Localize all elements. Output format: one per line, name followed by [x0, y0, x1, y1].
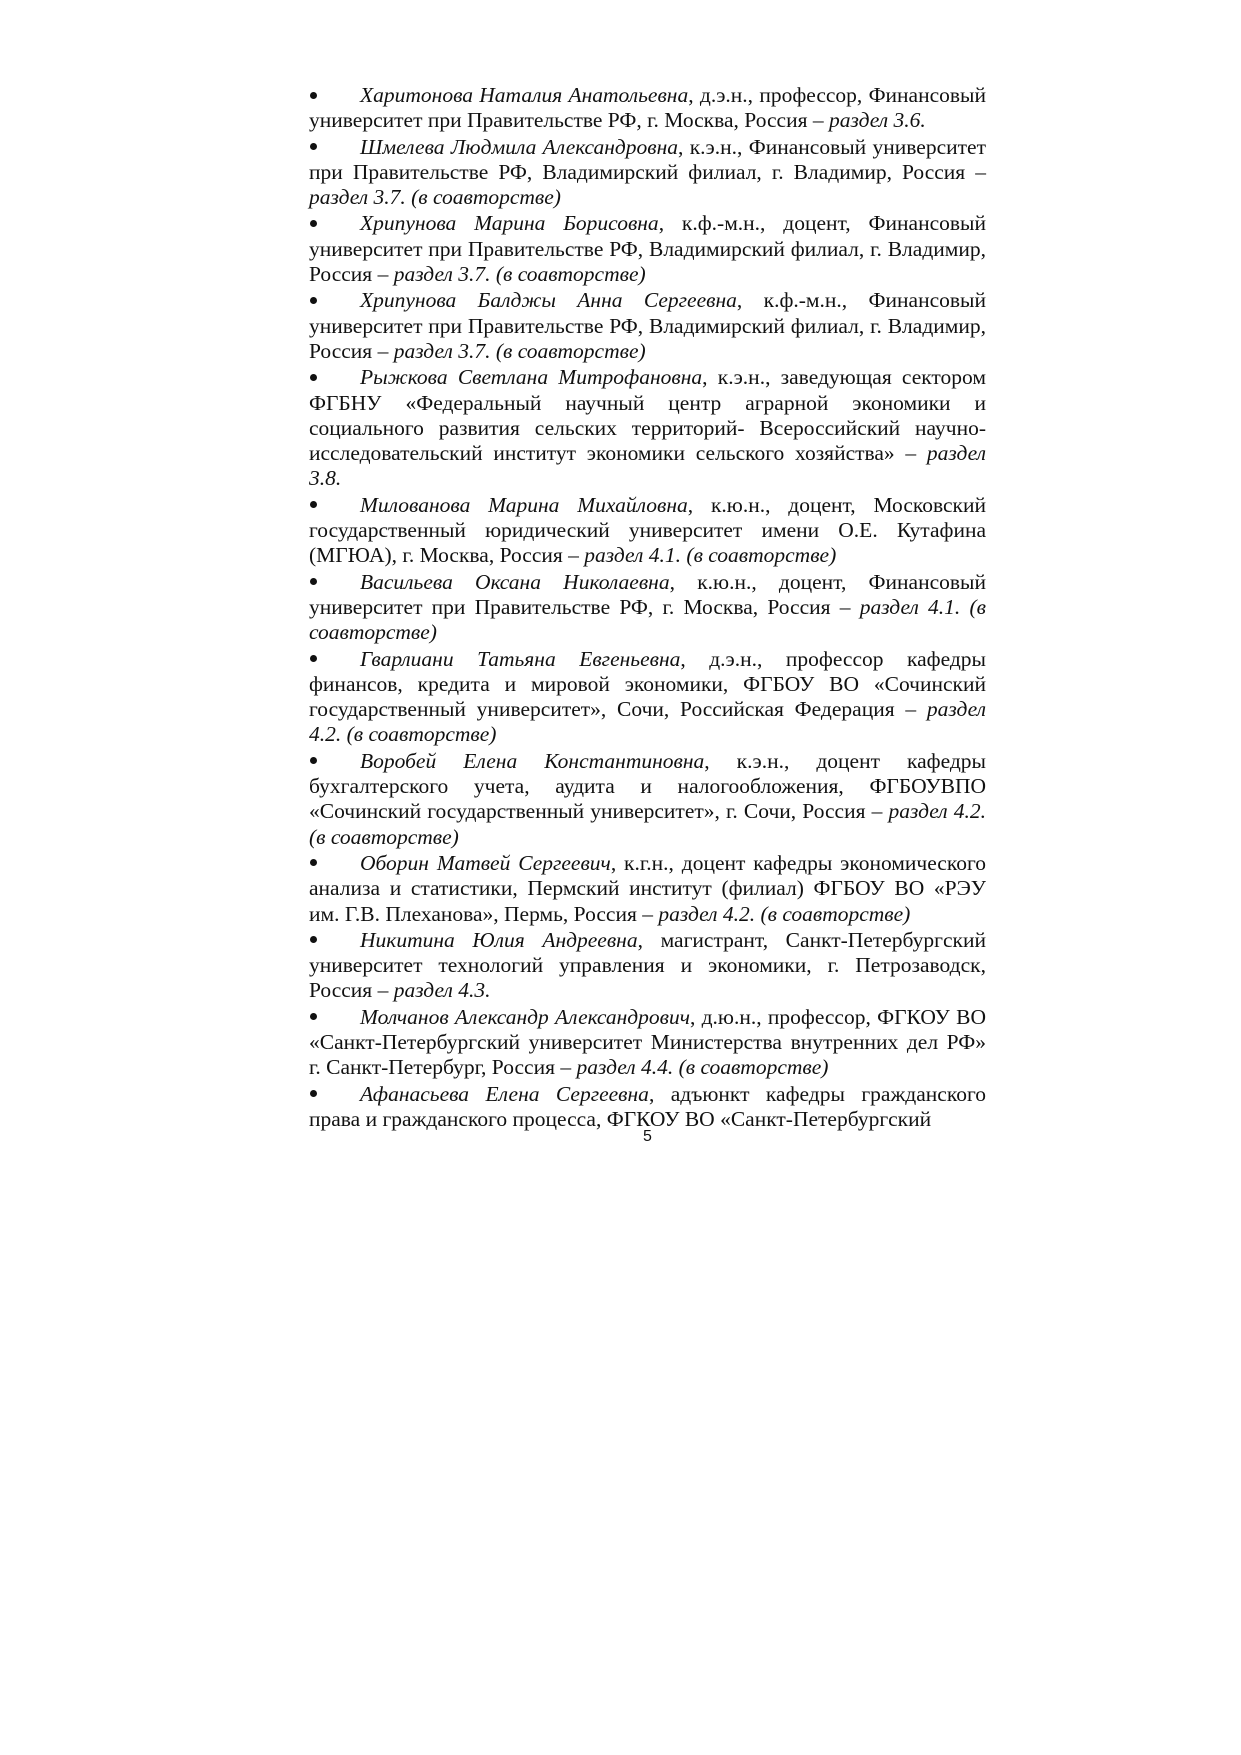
- section-reference: раздел 4.2. (в соавторстве): [309, 697, 986, 747]
- author-name: Милованова Марина Михайловна: [360, 492, 688, 517]
- author-entry: [309, 83, 986, 134]
- author-details: , д.э.н., профессор кафедры финансов, кредита и мировой экономики, ФГБОУ ВО «Сочинский государственный университет», Сочи, Российская Федерация –: [309, 646, 986, 722]
- page-number: 5: [643, 1128, 652, 1145]
- bullet-icon: [309, 288, 360, 313]
- author-name: Афанасьева Елена Сергеевна: [360, 1081, 649, 1106]
- author-name: Рыжкова Светлана Митрофановна: [360, 365, 703, 390]
- bullet-icon: [309, 493, 360, 518]
- section-reference: раздел 4.2. (в соавторстве): [658, 901, 911, 926]
- section-reference: раздел 3.8.: [309, 441, 986, 491]
- bullet-icon: [309, 1082, 360, 1107]
- section-reference: раздел 4.1. (в соавторстве): [584, 543, 837, 568]
- section-reference: раздел 4.1. (в соавторстве): [309, 594, 986, 645]
- author-details: , к.э.н., Финансовый университет при Правительстве РФ, Владимирский филиал, г. Владимир, Россия –: [309, 134, 986, 184]
- author-entry: [309, 851, 986, 927]
- author-entry: [309, 1005, 986, 1081]
- author-name: Молчанов Александр Александрович: [360, 1004, 690, 1029]
- author-name: Хрипунова Балджы Анна Сергеевна: [360, 288, 737, 313]
- bullet-icon: [309, 749, 360, 774]
- bullet-icon: [309, 135, 360, 160]
- author-details: , к.г.н., доцент кафедры экономического анализа и статистики, Пермский институт (филиал) ФГБОУ ВО «РЭУ им. Г.В. Плеханова», Пермь, Россия –: [309, 850, 986, 926]
- author-name: Воробей Елена Константиновна: [360, 748, 705, 773]
- author-entry: [309, 365, 986, 491]
- bullet-icon: [309, 1005, 360, 1030]
- author-details: , к.э.н., доцент кафедры бухгалтерского учета, аудита и налогообложения, ФГБОУВПО «Сочинский государственный университет», г. Сочи, Россия –: [309, 748, 986, 824]
- section-reference: раздел 3.7. (в соавторстве): [309, 185, 561, 210]
- author-entry: [309, 135, 986, 211]
- bullet-icon: [309, 83, 360, 108]
- bullet-icon: [309, 570, 360, 595]
- author-details: , к.ю.н., доцент, Московский государственный юридический университет имени О.Е. Кутафина (МГЮА), г. Москва, Россия –: [309, 492, 986, 568]
- author-details: , к.ф.-м.н., Финансовый университет при Правительстве РФ, Владимирский филиал, г. Владимир, Россия –: [309, 288, 986, 363]
- section-reference: раздел 3.7. (в соавторстве): [393, 338, 646, 363]
- author-entry: [309, 570, 986, 646]
- author-entry: [309, 749, 986, 850]
- author-details: , к.ю.н., доцент, Финансовый университет при Правительстве РФ, г. Москва, Россия –: [309, 569, 986, 619]
- author-entry: [309, 928, 986, 1004]
- author-entry: [309, 493, 986, 569]
- author-details: , д.ю.н., профессор, ФГКОУ ВО «Санкт-Петербургский университет Министерства внутренних дел РФ» г. Санкт-Петербург, Россия –: [309, 1004, 986, 1080]
- bullet-icon: [309, 647, 360, 672]
- bullet-icon: [309, 365, 360, 390]
- author-name: Оборин Матвей Сергеевич: [360, 850, 611, 875]
- section-reference: раздел 4.2. (в соавторстве): [309, 799, 987, 849]
- author-name: Гварлиани Татьяна Евгеньевна: [360, 646, 681, 671]
- author-details: , адъюнкт кафедры гражданского права и гражданского процесса, ФГКОУ ВО «Санкт-Петербургский: [309, 1081, 986, 1131]
- section-reference: раздел 3.7. (в соавторстве): [393, 262, 646, 287]
- section-reference: раздел 4.4. (в соавторстве): [576, 1055, 829, 1080]
- author-name: Харитонова Наталия Анатольевна: [360, 83, 689, 107]
- author-entry: [309, 647, 986, 748]
- author-details: , магистрант, Санкт-Петербургский университет технологий управления и экономики, г. Петрозаводск, Россия –: [309, 927, 986, 1003]
- author-entry: [309, 211, 986, 287]
- author-name: Шмелева Людмила Александровна: [360, 134, 679, 159]
- author-name: Васильева Оксана Николаевна: [360, 569, 670, 594]
- bullet-icon: [309, 851, 360, 876]
- section-reference: раздел 4.3.: [393, 978, 491, 1003]
- author-details: , к.э.н., заведующая сектором ФГБНУ «Федеральный научный центр аграрной экономики и социального развития сельских территорий- Всероссийский научно-исследовательский институт экономики сельского хозяйства» –: [309, 365, 986, 466]
- author-details: , к.ф.-м.н., доцент, Финансовый университет при Правительстве РФ, Владимирский филиал, г. Владимир, Россия –: [309, 211, 986, 287]
- bullet-icon: [309, 928, 360, 953]
- author-name: Хрипунова Марина Борисовна: [360, 211, 659, 236]
- author-entry: [309, 288, 986, 364]
- author-details: , д.э.н., профессор, Финансовый университет при Правительстве РФ, г. Москва, Россия –: [309, 83, 987, 133]
- section-reference: раздел 3.6.: [828, 108, 926, 133]
- bullet-icon: [309, 211, 360, 236]
- document-page: [309, 83, 986, 1133]
- author-entry: [309, 1082, 986, 1133]
- author-name: Никитина Юлия Андреевна: [360, 927, 638, 952]
